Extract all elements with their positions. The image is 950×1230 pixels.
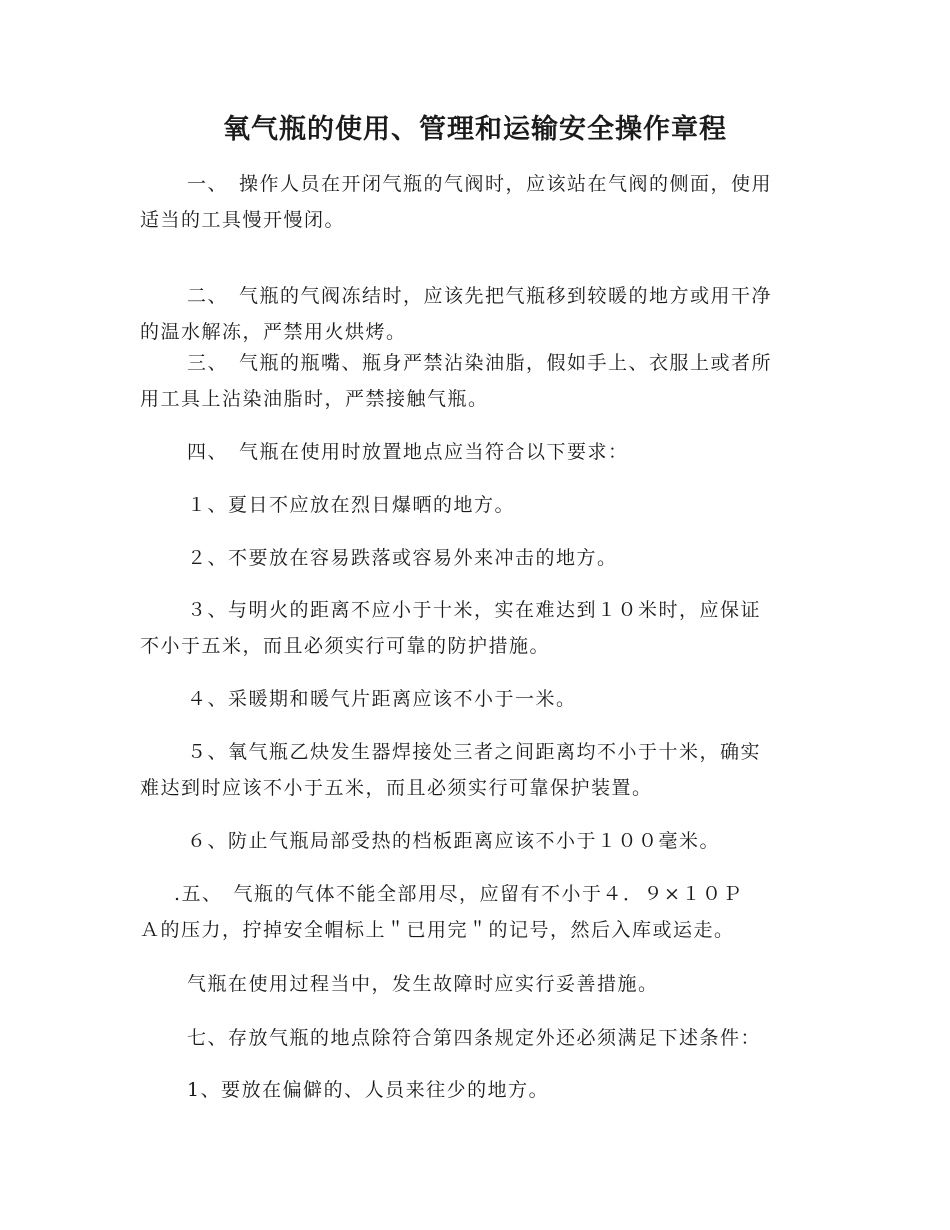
paragraph-line: 三、 气瓶的瓶嘴、瓶身严禁沾染油脂，假如手上、衣服上或者所	[187, 352, 773, 374]
list-item-5	[140, 734, 810, 806]
paragraph-line: 四、 气瓶在使用时放置地点应当符合以下要求：	[187, 441, 629, 463]
paragraph-line: 难达到时应该不小于五米，而且必须实行可靠保护装置。	[140, 777, 653, 799]
paragraph-line: 气瓶在使用过程当中，发生故障时应实行妥善措施。	[187, 973, 659, 995]
list-item-1	[140, 487, 810, 523]
paragraph-line: 用工具上沾染油脂时，严禁接触气瓶。	[140, 388, 489, 410]
paragraph-line: 1、要放在偏僻的、人员来往少的地方。	[187, 1079, 550, 1101]
list-item-2	[140, 540, 810, 576]
paragraph-line: 七、存放气瓶的地点除符合第四条规定外还必须满足下述条件：	[187, 1027, 762, 1049]
list-item-3	[140, 592, 810, 664]
paragraph-line: ４、采暖期和暖气片距离应该不小于一米。	[187, 688, 577, 710]
paragraph-line: ５、氧气瓶乙炔发生器焊接处三者之间距离均不小于十米，确实	[187, 741, 762, 763]
paragraph-line: ６、防止气瓶局部受热的档板距离应该不小于１００毫米。	[187, 830, 721, 852]
paragraph-4	[140, 434, 810, 470]
paragraph-line: ２、不要放在容易跌落或容易外来冲击的地方。	[187, 547, 618, 569]
paragraph-3	[140, 345, 810, 417]
paragraph-6	[140, 966, 810, 1002]
paragraph-line: 不小于五米，而且必须实行可靠的防护措施。	[140, 635, 551, 657]
list-item-4	[140, 681, 810, 717]
list-item-6	[140, 823, 810, 859]
paragraph-2	[140, 278, 810, 350]
paragraph-5	[140, 876, 810, 948]
page-title: 氧气瓶的使用、管理和运输安全操作章程	[223, 114, 727, 145]
paragraph-line: .五、 气瓶的气体不能全部用尽，应留有不小于４．９×１０Ｐ	[174, 883, 743, 905]
paragraph-line: 二、 气瓶的气阀冻结时，应该先把气瓶移到较暖的地方或用干净	[187, 285, 773, 307]
paragraph-line: １、夏日不应放在烈日爆晒的地方。	[187, 494, 516, 516]
paragraph-line: 的温水解冻，严禁用火烘烤。	[140, 321, 407, 343]
paragraph-line: ３、与明火的距离不应小于十米，实在难达到１０米时，应保证	[187, 599, 762, 621]
paragraph-1	[140, 166, 810, 238]
paragraph-7	[140, 1020, 810, 1056]
paragraph-line: 适当的工具慢开慢闭。	[140, 209, 346, 231]
paragraph-line: 一、 操作人员在开闭气瓶的气阀时，应该站在气阀的侧面，使用	[187, 173, 773, 195]
list-item-7	[140, 1072, 810, 1108]
paragraph-line: Ａ的压力，拧掉安全帽标上＂已用完＂的记号，然后入库或运走。	[140, 919, 735, 941]
